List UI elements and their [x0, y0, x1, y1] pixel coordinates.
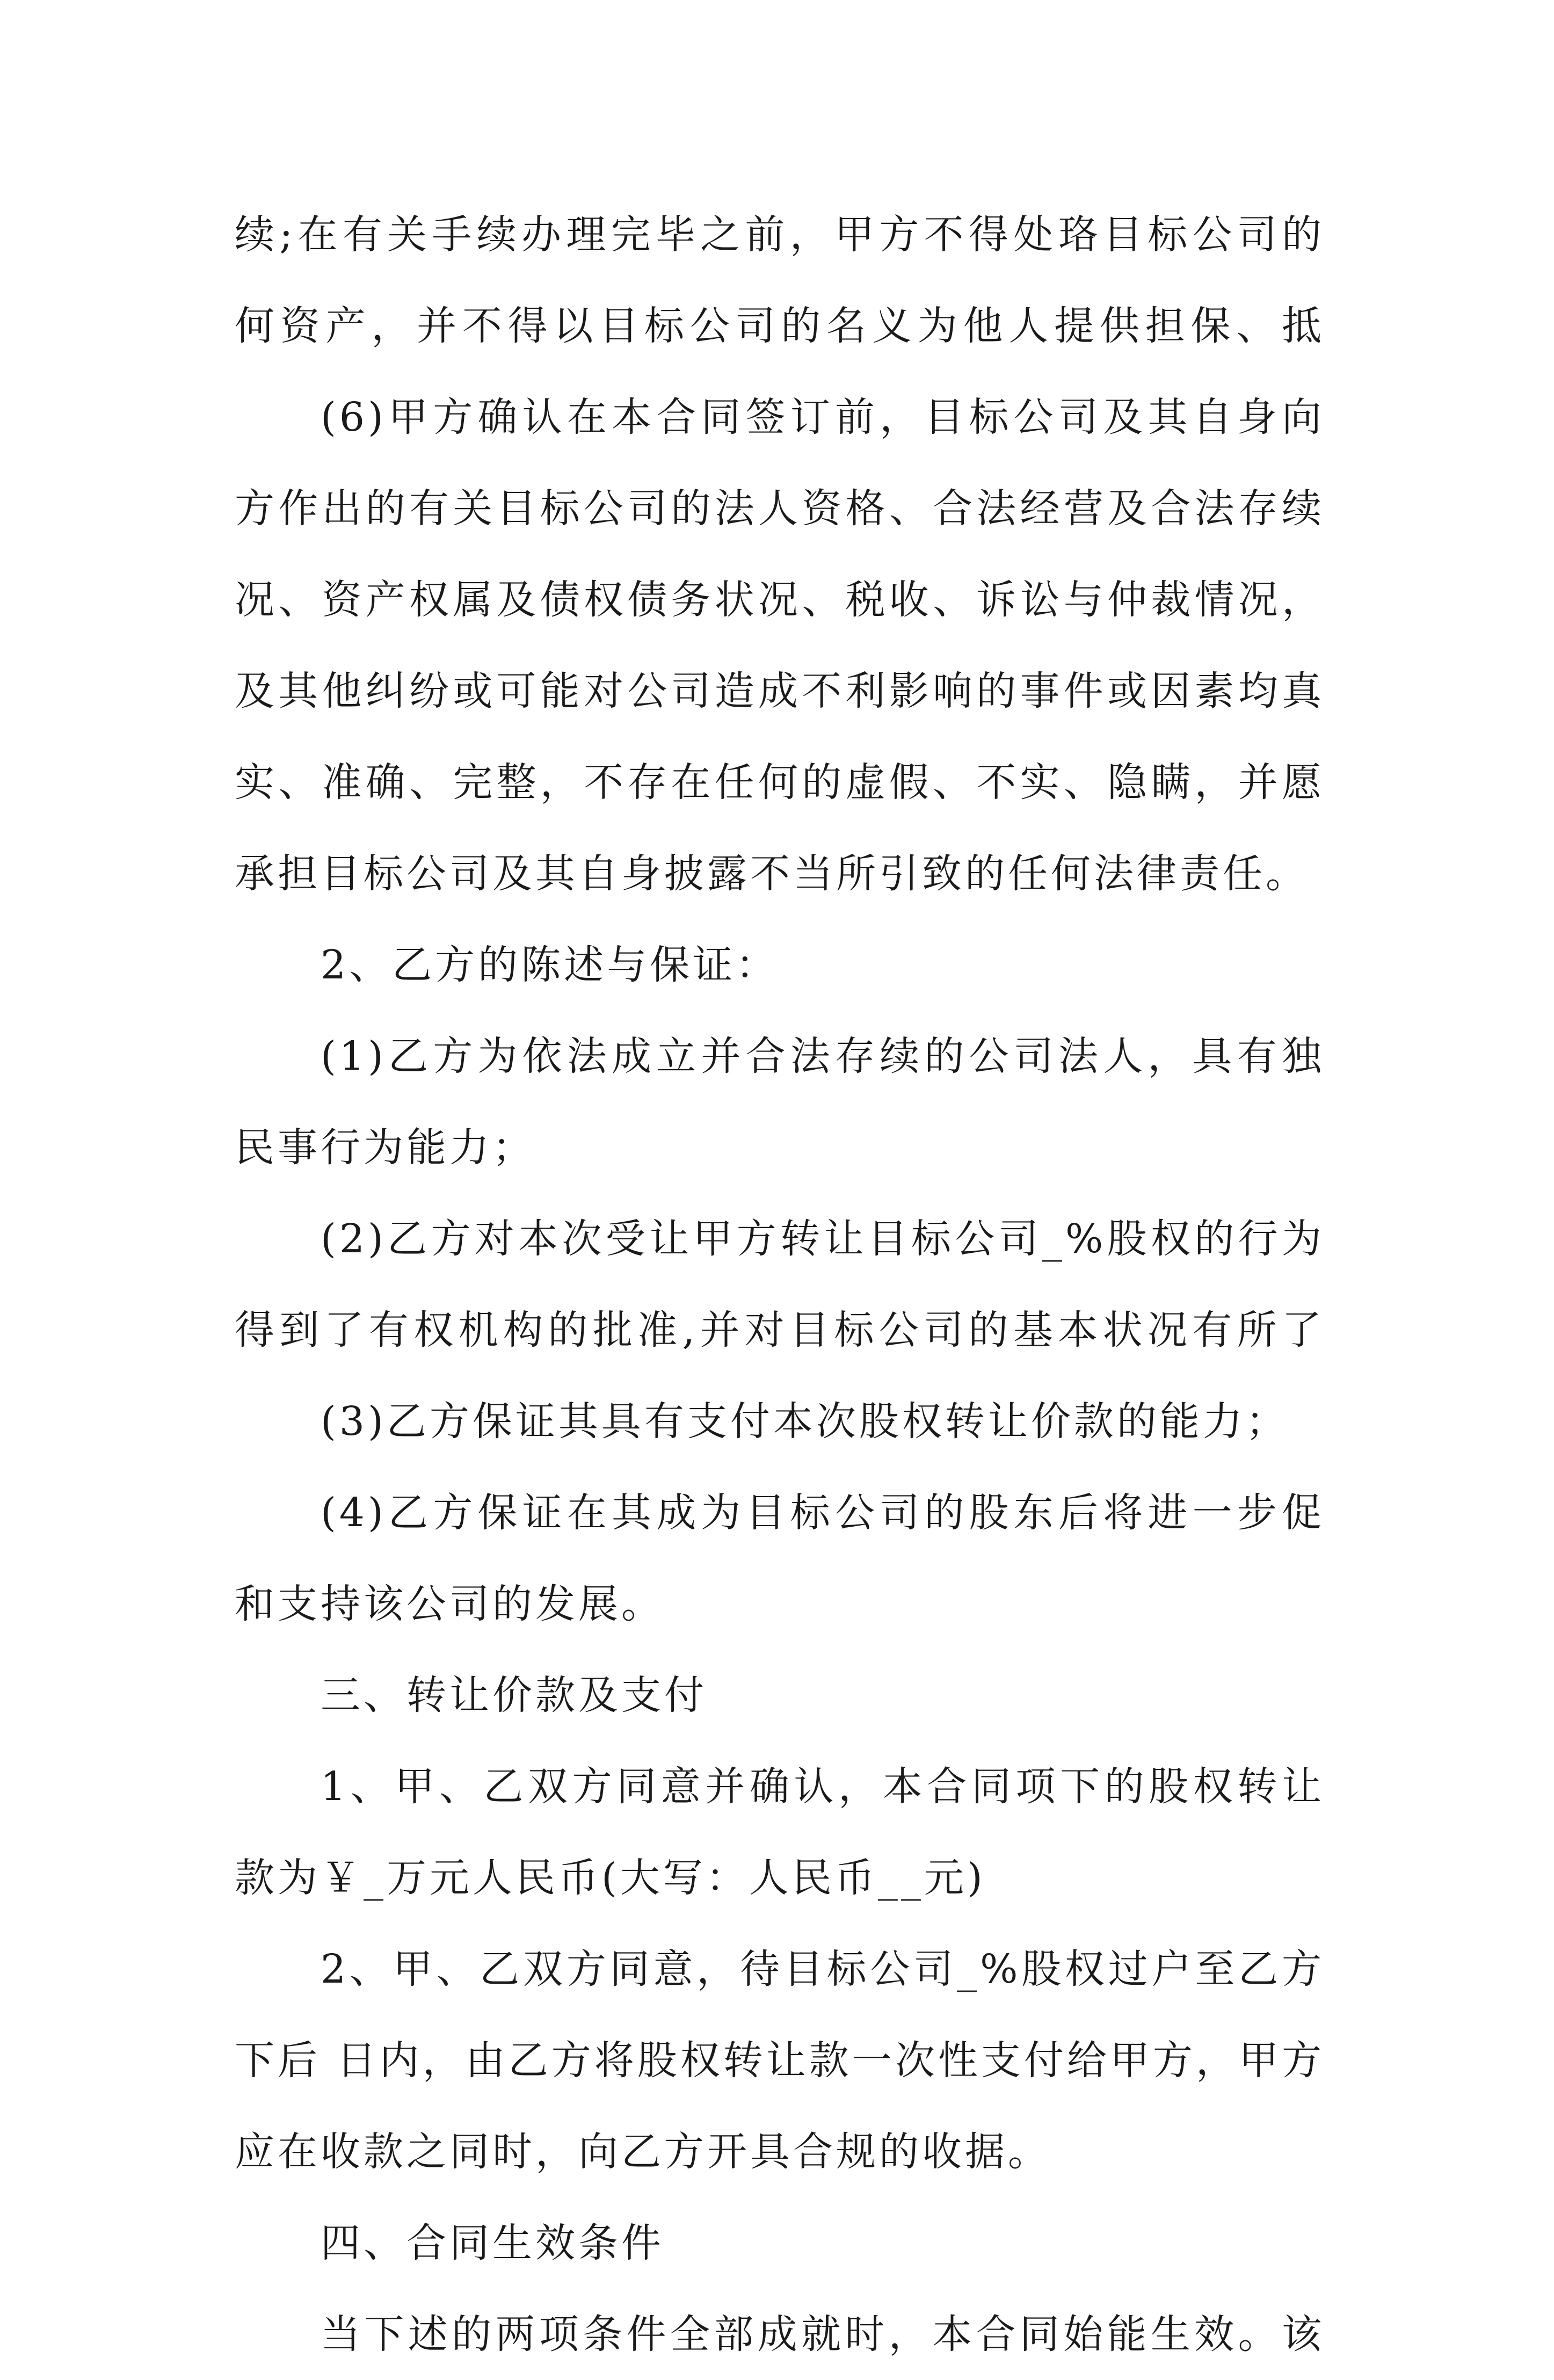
text-line-24: 当下述的两项条件全部成就时，本合同始能生效。该: [321, 2311, 1325, 2357]
text-line-12: (2)乙方对本次受让甲方转让目标公司_%股权的行为: [321, 1216, 1325, 1262]
text-line-6: 及其他纠纷或可能对公司造成不利影响的事件或因素均真: [235, 668, 1325, 714]
text-line-18: 1、甲、乙双方同意并确认，本合同项下的股权转让: [321, 1764, 1325, 1810]
text-line-5: 况、资产权属及债权债务状况、税收、诉讼与仲裁情况，: [235, 577, 1325, 623]
text-line-16: 和支持该公司的发展。: [235, 1581, 664, 1627]
text-line-3: (6)甲方确认在本合同签订前，目标公司及其自身向: [321, 394, 1325, 440]
text-line-4: 方作出的有关目标公司的法人资格、合法经营及合法存续: [235, 485, 1325, 532]
text-line-1: 续;在有关手续办理完毕之前，甲方不得处珞目标公司的: [235, 212, 1325, 258]
contract-body: [235, 189, 1325, 2380]
text-line-22: 应在收款之同时，向乙方开具合规的收据。: [235, 2129, 1051, 2175]
text-line-2: 何资产，并不得以目标公司的名义为他人提供担保、抵: [235, 303, 1325, 349]
text-line-11: 民事行为能力；: [235, 1124, 535, 1171]
text-line-15: (4)乙方保证在其成为目标公司的股东后将进一步促: [321, 1490, 1325, 1536]
text-line-14: (3)乙方保证其具有支付本次股权转让价款的能力；: [321, 1398, 1289, 1445]
text-line-8: 承担目标公司及其自身披露不当所引致的任何法律责任。: [235, 851, 1309, 897]
text-line-7: 实、准确、完整，不存在任何的虚假、不实、隐瞒，并愿: [235, 759, 1325, 806]
text-line-13: 得到了有权机构的批准,并对目标公司的基本状况有所了: [235, 1307, 1325, 1353]
section-heading-price-payment: 三、转让价款及支付: [321, 1672, 707, 1718]
text-line-20: 2、甲、乙双方同意，待目标公司_%股权过户至乙方: [321, 1946, 1325, 1992]
text-line-19: 款为￥_万元人民币(大写：人民币__元): [235, 1855, 986, 1901]
text-line-10: (1)乙方为依法成立并合法存续的公司法人，具有独: [321, 1033, 1325, 1079]
section-heading-effective-conditions: 四、合同生效条件: [321, 2220, 664, 2266]
text-line-21: 下后 日内，由乙方将股权转让款一次性支付给甲方，甲方: [235, 2037, 1325, 2084]
section-heading-seller-buyer-warranty: 2、乙方的陈述与保证：: [321, 942, 779, 988]
